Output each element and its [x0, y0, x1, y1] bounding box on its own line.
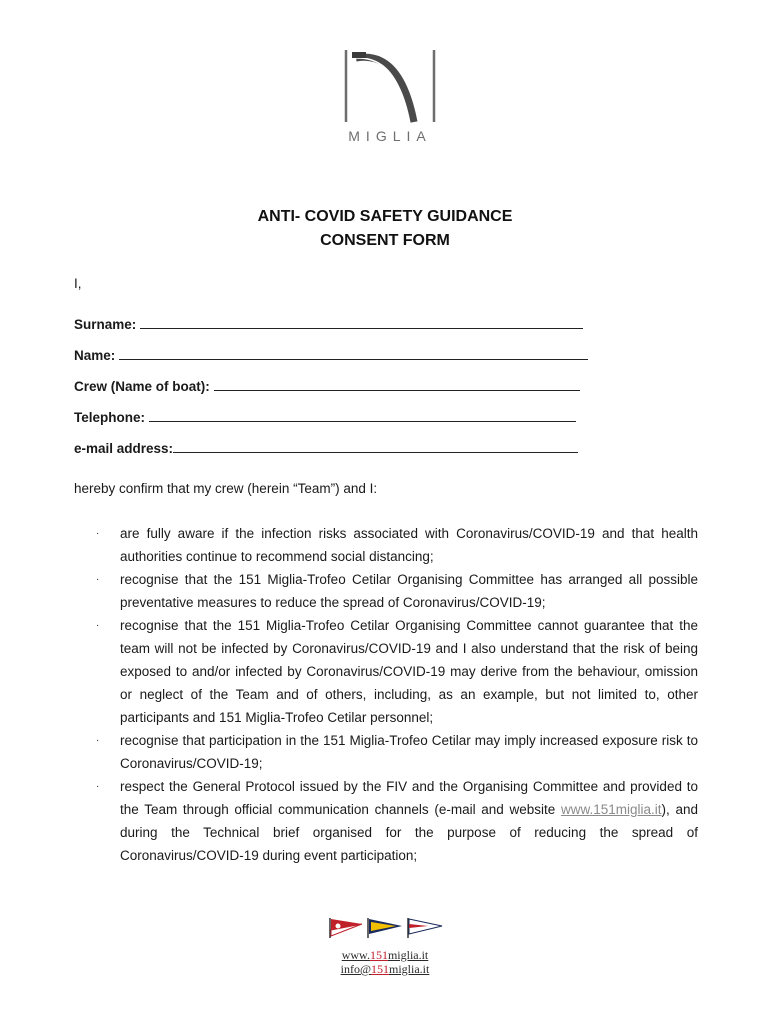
club-flags-icon — [328, 916, 444, 940]
footer-web-prefix: www. — [341, 948, 370, 962]
name-label: Name: — [74, 348, 116, 363]
bullet-text: recognise that participation in the 151 Miglia-Trofeo Cetilar may imply increased exposure risk to Coronavirus/COVID-19; — [120, 733, 698, 771]
bullet-text: recognise that the 151 Miglia-Trofeo Cetilar Organising Committee has arranged all possible preventative measures to reduce the spread of Coronavirus/COVID-19; — [120, 572, 698, 610]
consent-bullet-list — [92, 522, 698, 867]
telephone-label: Telephone: — [74, 410, 146, 425]
footer-mail-highlight: 151 — [371, 962, 390, 976]
email-field[interactable] — [74, 438, 578, 456]
bullet-text: are fully aware if the infection risks associated with Coronavirus/COVID-19 and that health authorities continue to recommend social distancing; — [120, 526, 698, 564]
bullet-icon: · — [96, 781, 100, 792]
crew-label: Crew (Name of boat): — [74, 379, 210, 394]
list-item — [92, 522, 698, 568]
telephone-input-line[interactable] — [149, 407, 576, 422]
bullet-text-continued: ), and during the Technical brief organised for the purpose of reducing the spread of Coronavirus/COVID-19 during event participation; — [120, 802, 698, 863]
bullet-icon: · — [96, 528, 100, 539]
website-link[interactable]: www.151miglia.it — [560, 802, 662, 817]
bullet-icon: · — [96, 735, 100, 746]
miglia-logo — [338, 46, 442, 150]
footer-mail-suffix: miglia.it — [389, 962, 430, 976]
list-item — [92, 729, 698, 775]
flag-yellow-icon — [368, 918, 402, 938]
email-input-line[interactable] — [173, 438, 578, 453]
list-item — [92, 568, 698, 614]
footer-email[interactable] — [0, 962, 770, 977]
footer-web-suffix: miglia.it — [387, 948, 429, 962]
form-subtitle: CONSENT FORM — [320, 232, 450, 249]
flag-white-icon — [408, 918, 442, 938]
surname-input-line[interactable] — [140, 314, 583, 329]
email-label: e-mail address: — [74, 441, 174, 456]
list-item — [92, 775, 698, 867]
footer-web-highlight: 151 — [369, 948, 388, 962]
footer-mail-prefix: info@ — [340, 962, 372, 976]
form-title: ANTI- COVID SAFETY GUIDANCE — [257, 208, 513, 225]
bullet-icon: · — [96, 620, 100, 631]
footer-website[interactable] — [0, 948, 770, 963]
logo-text: MIGLIA — [348, 128, 432, 144]
bullet-text: recognise that the 151 Miglia-Trofeo Cetilar Organising Committee cannot guarantee that the team will not be infected by Coronavirus/COVID-19 and I also understand that the risk of being exposed to and/or infected by Coronavirus/COVID-19 may derive from the behaviour, omission or neglect of the Team and of others, including, as an example, but not limited to, other participants and 151 Miglia-Trofeo Cetilar personnel; — [120, 618, 698, 725]
logo-mark-icon — [338, 46, 442, 130]
name-input-line[interactable] — [119, 345, 588, 360]
bullet-icon: · — [96, 574, 100, 585]
surname-label: Surname: — [74, 317, 137, 332]
flag-red-icon — [330, 918, 362, 938]
intro-text: I, — [74, 276, 82, 291]
list-item — [92, 614, 698, 729]
bullet-text: respect the General Protocol issued by the FIV and the Organising Committee and provided to the Team through official communication channels (e-mail and website — [120, 779, 698, 817]
surname-field[interactable] — [74, 314, 583, 332]
telephone-field[interactable] — [74, 407, 576, 425]
crew-input-line[interactable] — [214, 376, 580, 391]
name-field[interactable] — [74, 345, 588, 363]
confirm-statement: hereby confirm that my crew (herein “Team”) and I: — [74, 481, 378, 496]
crew-field[interactable] — [74, 376, 580, 394]
